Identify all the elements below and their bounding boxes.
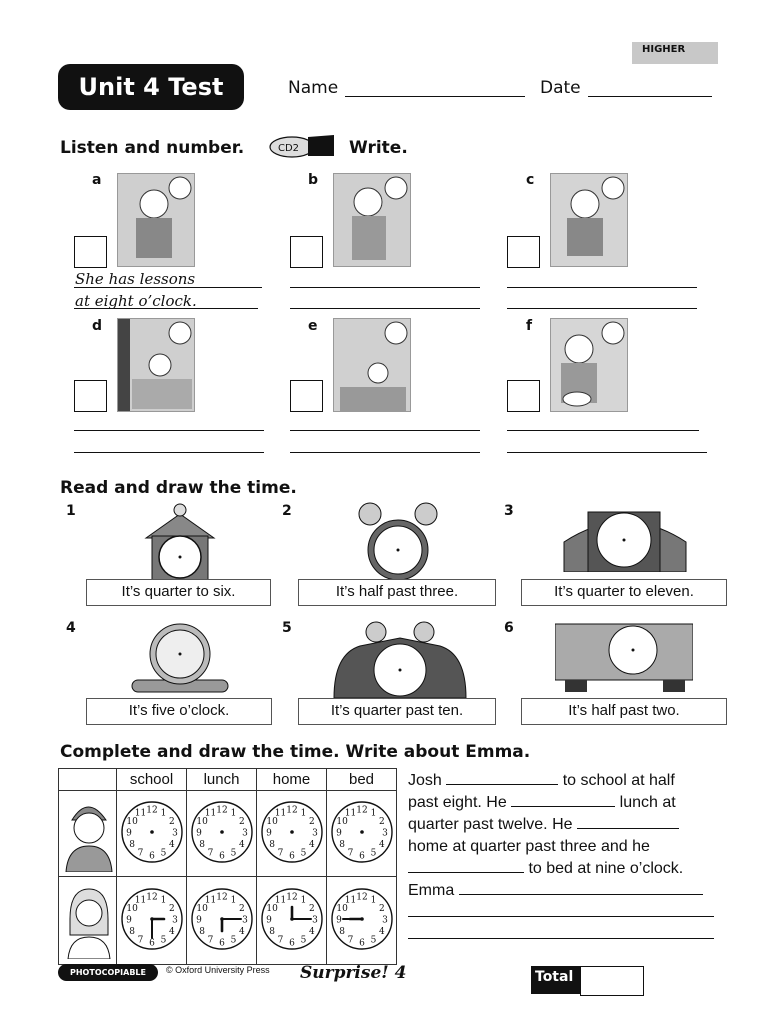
svg-text:11: 11 — [344, 895, 356, 906]
name-label: Name — [288, 78, 339, 98]
svg-text:9: 9 — [265, 915, 272, 925]
svg-text:2: 2 — [168, 816, 175, 827]
svg-text:4: 4 — [378, 839, 385, 850]
svg-text:2: 2 — [238, 903, 245, 914]
svg-text:6: 6 — [288, 851, 295, 861]
svg-text:3: 3 — [241, 828, 248, 838]
svg-text:5: 5 — [160, 934, 166, 945]
table-row-josh — [59, 791, 397, 877]
svg-text:10: 10 — [335, 816, 348, 827]
item-number-5: 5 — [282, 620, 292, 636]
level-badge: HIGHER — [632, 42, 718, 64]
svg-text:12: 12 — [145, 892, 158, 902]
sentence-6: It’s half past two. — [521, 698, 727, 725]
schedule-table — [58, 768, 397, 965]
svg-text:10: 10 — [195, 903, 208, 914]
josh-paragraph — [408, 770, 728, 946]
svg-text:5: 5 — [370, 934, 376, 945]
svg-text:6: 6 — [288, 938, 295, 948]
date-line[interactable] — [588, 96, 712, 97]
svg-text:12: 12 — [355, 892, 368, 902]
answer-box-e[interactable] — [290, 380, 323, 412]
svg-text:12: 12 — [145, 805, 158, 815]
svg-text:7: 7 — [137, 847, 143, 858]
example-line-1: She has lessons — [75, 270, 196, 288]
answer-box-d[interactable] — [74, 380, 107, 412]
wall-clock-picture — [562, 508, 688, 576]
item-letter-f: f — [526, 318, 533, 334]
svg-text:2: 2 — [378, 816, 385, 827]
svg-text:11: 11 — [274, 808, 286, 819]
write-line[interactable] — [290, 430, 480, 431]
clock-blank[interactable] — [257, 791, 327, 877]
clock-face — [187, 877, 257, 965]
svg-text:5: 5 — [230, 934, 236, 945]
svg-text:4: 4 — [238, 839, 245, 850]
example-line-2: at eight o’clock. — [75, 292, 197, 310]
write-line — [74, 287, 262, 288]
svg-text:5: 5 — [370, 847, 376, 858]
answer-box-f[interactable] — [507, 380, 540, 412]
para-text: Emma — [408, 882, 455, 899]
boy-avatar — [59, 791, 117, 877]
svg-text:6: 6 — [358, 851, 365, 861]
svg-text:6: 6 — [358, 938, 365, 948]
para-text: to school at half — [562, 772, 675, 789]
svg-text:6: 6 — [218, 938, 225, 948]
svg-text:8: 8 — [128, 839, 135, 850]
svg-text:9: 9 — [265, 828, 272, 838]
section1-heading: Listen and number. — [60, 138, 245, 158]
svg-text:9: 9 — [335, 828, 342, 838]
svg-text:8: 8 — [128, 926, 135, 937]
write-line[interactable] — [507, 308, 697, 309]
svg-text:11: 11 — [344, 808, 356, 819]
picture-d — [117, 318, 195, 412]
clock-blank[interactable] — [117, 791, 187, 877]
column-header-school: school — [117, 769, 187, 791]
svg-text:4: 4 — [378, 926, 385, 937]
para-text: home at quarter past three and he — [408, 838, 650, 855]
svg-text:4: 4 — [168, 839, 175, 850]
svg-text:1: 1 — [300, 895, 306, 906]
blank-line[interactable] — [446, 771, 558, 785]
svg-text:10: 10 — [265, 903, 278, 914]
sentence-2: It’s half past three. — [298, 579, 496, 606]
column-header-lunch: lunch — [187, 769, 257, 791]
svg-text:7: 7 — [137, 934, 143, 945]
svg-text:2: 2 — [378, 903, 385, 914]
svg-text:1: 1 — [160, 808, 166, 819]
item-letter-c: c — [526, 172, 535, 188]
svg-text:3: 3 — [171, 828, 178, 838]
svg-text:9: 9 — [195, 915, 202, 925]
page-title: Unit 4 Test — [58, 64, 244, 110]
clock-face — [117, 877, 187, 965]
svg-text:7: 7 — [207, 847, 213, 858]
svg-text:4: 4 — [238, 926, 245, 937]
write-line — [74, 308, 258, 309]
svg-text:8: 8 — [338, 926, 345, 937]
svg-text:3: 3 — [381, 915, 388, 925]
blank-line[interactable] — [408, 925, 714, 939]
svg-text:4: 4 — [308, 926, 315, 937]
copyright: © Oxford University Press — [166, 965, 270, 975]
svg-text:4: 4 — [308, 839, 315, 850]
item-number-1: 1 — [66, 503, 76, 519]
write-line[interactable] — [74, 430, 264, 431]
para-text: lunch at — [619, 794, 676, 811]
section3-heading: Complete and draw the time. Write about Emma. — [60, 742, 531, 762]
svg-text:10: 10 — [335, 903, 348, 914]
item-number-2: 2 — [282, 503, 292, 519]
blank-line[interactable] — [511, 793, 615, 807]
picture-a — [117, 173, 195, 267]
brand-logo — [300, 963, 407, 983]
clock-blank[interactable] — [327, 791, 397, 877]
para-text: Josh — [408, 772, 442, 789]
svg-text:12: 12 — [285, 892, 298, 902]
clock-face — [257, 877, 327, 965]
clock-face — [327, 877, 397, 965]
para-text: quarter past twelve. He — [408, 816, 573, 833]
svg-text:12: 12 — [285, 805, 298, 815]
table-row-emma — [59, 877, 397, 965]
svg-text:3: 3 — [241, 915, 248, 925]
picture-e — [333, 318, 411, 412]
svg-text:11: 11 — [134, 895, 146, 906]
svg-text:6: 6 — [218, 851, 225, 861]
answer-box-a[interactable] — [74, 236, 107, 268]
svg-text:10: 10 — [195, 816, 208, 827]
total-box[interactable] — [580, 966, 644, 996]
brand-name: Surprise! — [300, 963, 389, 983]
para-text: past eight. He — [408, 794, 507, 811]
svg-text:1: 1 — [300, 808, 306, 819]
svg-text:2: 2 — [308, 816, 315, 827]
svg-text:3: 3 — [381, 828, 388, 838]
photocopiable-badge: PHOTOCOPIABLE — [58, 964, 158, 981]
svg-text:8: 8 — [198, 926, 205, 937]
answer-box-b[interactable] — [290, 236, 323, 268]
svg-text:11: 11 — [204, 895, 216, 906]
answer-box-c[interactable] — [507, 236, 540, 268]
svg-text:10: 10 — [265, 816, 278, 827]
write-line[interactable] — [290, 287, 480, 288]
cuckoo-clock-picture — [140, 502, 220, 582]
clock-blank[interactable] — [187, 791, 257, 877]
svg-text:2: 2 — [238, 816, 245, 827]
item-letter-e: e — [308, 318, 318, 334]
svg-text:12: 12 — [355, 805, 368, 815]
total-label: Total — [531, 966, 581, 994]
section2-heading: Read and draw the time. — [60, 478, 297, 498]
sentence-1: It’s quarter to six. — [86, 579, 271, 606]
svg-text:1: 1 — [230, 895, 236, 906]
cd-label: CD2 — [278, 143, 300, 154]
svg-text:11: 11 — [204, 808, 216, 819]
svg-text:1: 1 — [370, 895, 376, 906]
sentence-3: It’s quarter to eleven. — [521, 579, 727, 606]
blank-line[interactable] — [408, 859, 524, 873]
blank-line[interactable] — [408, 903, 714, 917]
blank-line[interactable] — [459, 881, 703, 895]
svg-text:5: 5 — [230, 847, 236, 858]
svg-text:8: 8 — [268, 839, 275, 850]
monster-clock-picture — [330, 618, 470, 698]
sentence-5: It’s quarter past ten. — [298, 698, 496, 725]
svg-text:7: 7 — [277, 934, 283, 945]
svg-text:5: 5 — [300, 934, 306, 945]
item-letter-a: a — [92, 172, 102, 188]
picture-f — [550, 318, 628, 412]
name-line[interactable] — [345, 96, 525, 97]
write-line[interactable] — [507, 430, 699, 431]
svg-text:1: 1 — [370, 808, 376, 819]
svg-text:7: 7 — [347, 847, 353, 858]
robot-clock-picture — [130, 622, 230, 698]
svg-text:12: 12 — [215, 805, 228, 815]
item-number-4: 4 — [66, 620, 76, 636]
svg-text:8: 8 — [198, 839, 205, 850]
section1-write: Write. — [349, 138, 408, 158]
write-line[interactable] — [74, 452, 264, 453]
svg-text:5: 5 — [300, 847, 306, 858]
sentence-4: It’s five o’clock. — [86, 698, 272, 725]
svg-text:8: 8 — [338, 839, 345, 850]
write-line[interactable] — [290, 308, 480, 309]
alarm-clock-picture — [356, 500, 440, 582]
svg-text:7: 7 — [277, 847, 283, 858]
item-number-3: 3 — [504, 503, 514, 519]
svg-text:11: 11 — [274, 895, 286, 906]
svg-text:10: 10 — [125, 816, 138, 827]
cd-icon — [268, 134, 336, 158]
svg-text:5: 5 — [160, 847, 166, 858]
svg-text:10: 10 — [125, 903, 138, 914]
svg-text:9: 9 — [125, 915, 132, 925]
svg-text:3: 3 — [311, 915, 318, 925]
svg-text:3: 3 — [171, 915, 178, 925]
blank-line[interactable] — [577, 815, 679, 829]
para-text: to bed at nine o’clock. — [528, 860, 684, 877]
svg-text:9: 9 — [335, 915, 342, 925]
svg-text:6: 6 — [148, 851, 155, 861]
picture-c — [550, 173, 628, 267]
write-line[interactable] — [507, 452, 707, 453]
svg-text:11: 11 — [134, 808, 146, 819]
table-clock-picture — [555, 622, 693, 694]
column-header-home: home — [257, 769, 327, 791]
write-line[interactable] — [290, 452, 480, 453]
picture-b — [333, 173, 411, 267]
column-header-bed: bed — [327, 769, 397, 791]
svg-text:4: 4 — [168, 926, 175, 937]
svg-text:2: 2 — [168, 903, 175, 914]
corner-cell — [59, 769, 117, 791]
date-label: Date — [540, 78, 581, 98]
svg-text:1: 1 — [230, 808, 236, 819]
svg-text:2: 2 — [308, 903, 315, 914]
svg-text:7: 7 — [347, 934, 353, 945]
svg-text:1: 1 — [160, 895, 166, 906]
svg-text:9: 9 — [195, 828, 202, 838]
item-letter-b: b — [308, 172, 319, 188]
brand-level: 4 — [394, 963, 407, 983]
svg-text:9: 9 — [125, 828, 132, 838]
svg-text:6: 6 — [148, 938, 155, 948]
svg-text:7: 7 — [207, 934, 213, 945]
svg-text:12: 12 — [215, 892, 228, 902]
item-letter-d: d — [92, 318, 103, 334]
write-line[interactable] — [507, 287, 697, 288]
svg-text:8: 8 — [268, 926, 275, 937]
svg-text:3: 3 — [311, 828, 318, 838]
item-number-6: 6 — [504, 620, 514, 636]
girl-avatar — [59, 877, 117, 965]
